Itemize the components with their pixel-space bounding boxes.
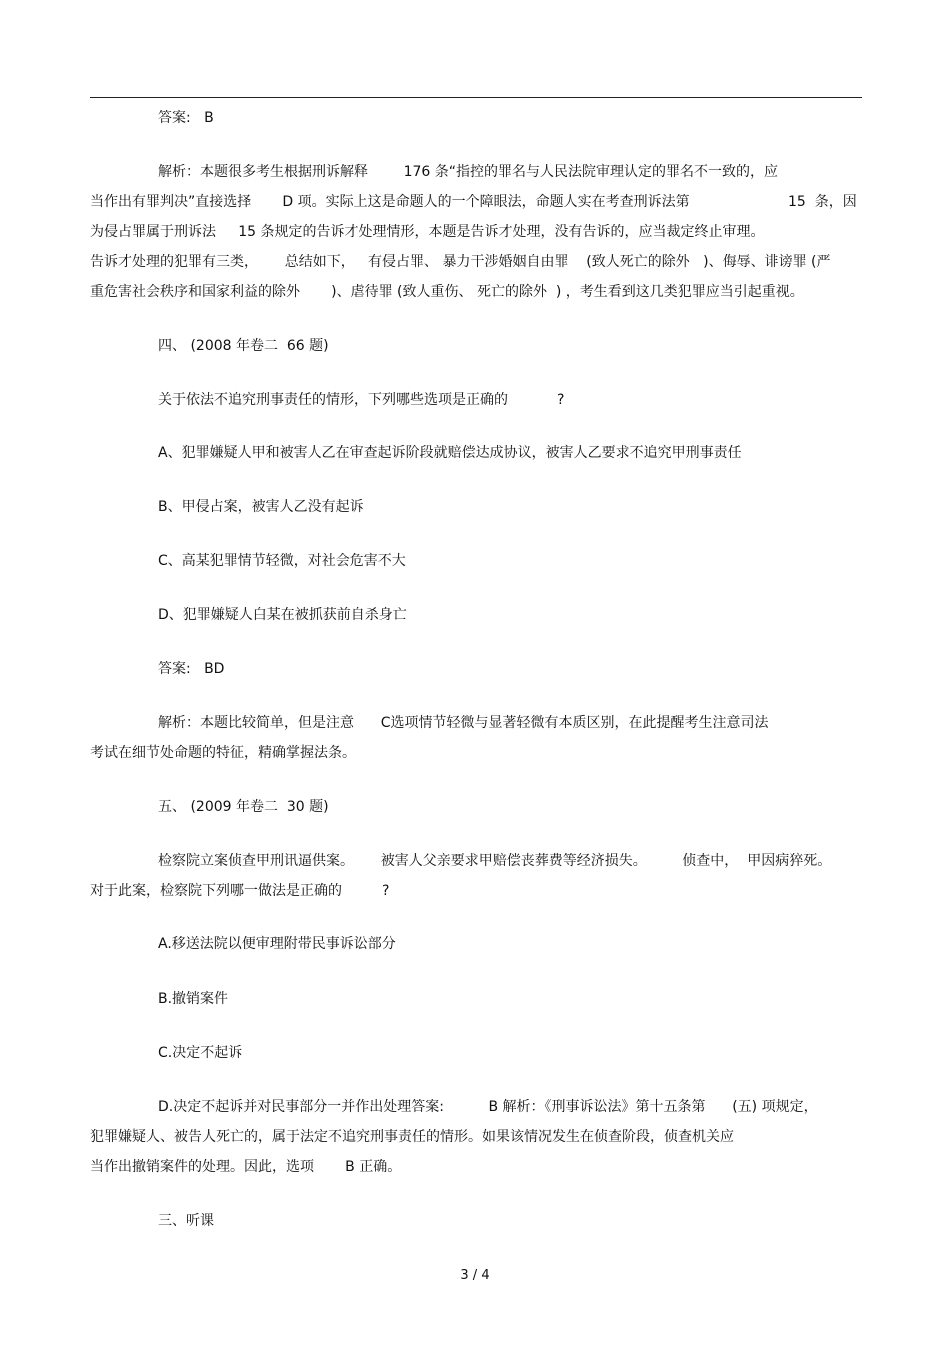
option-d: D.决定不起诉并对民事部分一并作出处理答案: B 解析：《刑事诉讼法》第十五条第 (五) 项规定， (158, 1099, 818, 1115)
analysis-line: 告诉才处理的犯罪有三类， 总结如下， 有侵占罪、 暴力干涉婚姻自由罪 (致人死亡的除外 )、侮辱、诽谤罪 (严 (90, 254, 831, 270)
option-c: C、高某犯罪情节轻微，对社会危害不大 (158, 553, 406, 569)
question-heading: 四、 (2008 年卷二 66 题) (158, 338, 329, 354)
option-a: A.移送法院以便审理附带民事诉讼部分 (158, 936, 396, 952)
analysis-line: 重危害社会秩序和国家利益的除外 )、虐待罪 (致人重伤、 死亡的除外 ) ，考生看到这几类犯罪应当引起重视。 (90, 284, 804, 300)
answer-line: 答案: B (158, 110, 214, 126)
option-b: B、甲侵占案，被害人乙没有起诉 (158, 499, 364, 515)
page-number: 3 / 4 (460, 1268, 490, 1283)
question-heading: 五、 (2009 年卷二 30 题) (158, 799, 329, 815)
analysis-line: 为侵占罪属于刑诉法 15 条规定的告诉才处理情形，本题是告诉才处理，没有告诉的，应当裁定终止审理。 (90, 224, 765, 240)
option-c: C.决定不起诉 (158, 1045, 243, 1061)
analysis-line: 当作出撤销案件的处理。因此，选项 B 正确。 (90, 1159, 402, 1175)
analysis-line: 15 条，因 (788, 194, 857, 210)
analysis-line: 解析：本题很多考生根据刑诉解释 176 条“指控的罪名与人民法院审理认定的罪名不一致的，应 (158, 164, 779, 180)
option-a: A、犯罪嫌疑人甲和被害人乙在审查起诉阶段就赔偿达成协议，被害人乙要求不追究甲刑事责任 (158, 445, 742, 461)
question-stem: 对于此案，检察院下列哪一做法是正确的 ? (90, 883, 390, 899)
analysis-line: 考试在细节处命题的特征，精确掌握法条。 (90, 745, 356, 761)
section-heading: 三、听课 (158, 1213, 214, 1229)
analysis-line: 犯罪嫌疑人、被告人死亡的，属于法定不追究刑事责任的情形。如果该情况发生在侦查阶段，侦查机关应 (90, 1129, 734, 1145)
analysis-line: 当作出有罪判决”直接选择 D 项。实际上这是命题人的一个障眼法，命题人实在考查刑诉法第 (90, 194, 690, 210)
question-stem: 关于依法不追究刑事责任的情形，下列哪些选项是正确的 ? (158, 392, 565, 408)
analysis-line: 解析：本题比较简单，但是注意 C选项情节轻微与显著轻微有本质区别，在此提醒考生注意司法 (158, 715, 769, 731)
header-rule (90, 97, 862, 98)
option-b: B.撤销案件 (158, 991, 229, 1007)
question-stem: 检察院立案侦查甲刑讯逼供案。 被害人父亲要求甲赔偿丧葬费等经济损失。 侦查中， 甲因病猝死。 (158, 853, 832, 869)
option-d: D、犯罪嫌疑人白某在被抓获前自杀身亡 (158, 607, 407, 623)
answer-line: 答案: BD (158, 661, 225, 677)
